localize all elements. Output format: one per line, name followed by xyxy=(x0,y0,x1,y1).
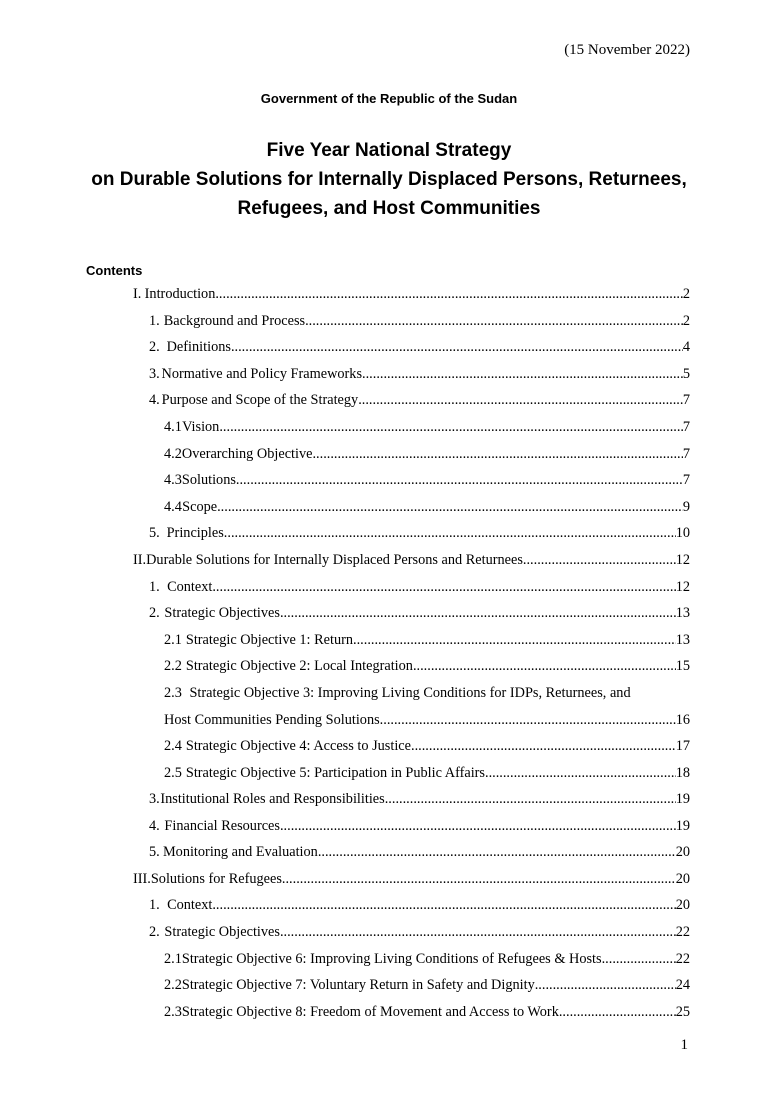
toc-entry-so5-participation[interactable] xyxy=(0,760,778,787)
toc-number: 2. xyxy=(149,339,160,356)
toc-page: 19 xyxy=(675,817,690,834)
toc-page: 7 xyxy=(682,472,690,489)
toc-leader xyxy=(280,919,676,946)
toc-number: 2.5 xyxy=(164,764,182,781)
toc-entry-scope[interactable] xyxy=(0,494,778,521)
toc-entry-so7-voluntary-return[interactable] xyxy=(0,972,778,999)
toc-title: Purpose and Scope of the Strategy xyxy=(161,392,359,409)
toc-entry-durable-solutions-idps[interactable] xyxy=(0,547,778,574)
toc-number: 2. xyxy=(149,605,160,622)
toc-number: 2.4 xyxy=(164,737,182,754)
toc-title: Strategic Objective 3: Improving Living Conditions for IDPs, Returnees, and xyxy=(189,684,631,701)
toc-number: 2. xyxy=(149,924,160,941)
title-line-2: on Durable Solutions for Internally Displaced Persons, Returnees, xyxy=(91,169,687,190)
toc-entry-principles[interactable] xyxy=(0,520,778,547)
toc-leader xyxy=(535,972,676,999)
toc-leader xyxy=(489,760,676,787)
toc-entry-strategic-objectives-idps[interactable] xyxy=(0,600,778,627)
toc-title: Solutions xyxy=(181,472,236,489)
toc-entry-introduction[interactable] xyxy=(0,281,778,308)
toc-title: Strategic Objectives xyxy=(164,605,280,622)
toc-title: Monitoring and Evaluation xyxy=(162,844,318,861)
toc-entry-so2-local-integration[interactable] xyxy=(0,653,778,680)
toc-leader xyxy=(280,600,676,627)
toc-number: III. xyxy=(133,870,151,887)
toc-title: Context xyxy=(167,578,213,595)
toc-number: 4.1 xyxy=(164,418,182,435)
toc-page: 17 xyxy=(675,737,690,754)
toc-leader xyxy=(411,733,676,760)
toc-number: 4.4 xyxy=(164,498,182,515)
toc-entry-so6-living-conditions-refugees[interactable] xyxy=(0,946,778,973)
toc-entry-so4-access-justice[interactable] xyxy=(0,733,778,760)
toc-page: 18 xyxy=(675,764,690,781)
toc-entry-context-idps[interactable] xyxy=(0,574,778,601)
toc-number: 5. xyxy=(149,844,160,861)
toc-page: 12 xyxy=(675,551,690,568)
toc-number: 4. xyxy=(149,817,160,834)
toc-title: Scope xyxy=(182,498,218,515)
toc-page: 13 xyxy=(675,631,690,648)
toc-title-continued: Host Communities Pending Solutions xyxy=(164,711,380,728)
toc-leader xyxy=(312,441,682,468)
toc-number: 2.1 xyxy=(164,631,182,648)
toc-number: I. xyxy=(133,286,142,302)
toc-page: 16 xyxy=(675,711,690,728)
toc-leader xyxy=(212,574,675,601)
toc-leader xyxy=(224,520,676,547)
toc-title: Overarching Objective xyxy=(181,445,313,462)
toc-title: Institutional Roles and Responsibilities xyxy=(160,791,385,808)
toc-number: 3. xyxy=(149,791,160,808)
toc-entry-solutions[interactable] xyxy=(0,467,778,494)
toc-entry-so3-living-conditions[interactable] xyxy=(0,680,778,733)
toc-page: 7 xyxy=(682,392,690,409)
toc-page: 7 xyxy=(682,445,690,462)
toc-page: 15 xyxy=(675,658,690,675)
toc-leader xyxy=(280,813,676,840)
toc-title: Vision xyxy=(182,418,220,435)
toc-leader xyxy=(380,707,676,734)
toc-title: Strategic Objective 2: Local Integration xyxy=(185,658,413,675)
toc-number: 2.2 xyxy=(164,977,182,994)
toc-entry-overarching-objective[interactable] xyxy=(0,441,778,468)
toc-entry-so1-return[interactable] xyxy=(0,627,778,654)
toc-leader xyxy=(305,308,683,335)
government-name: Government of the Republic of the Sudan xyxy=(260,91,518,106)
toc-page: 25 xyxy=(675,1003,690,1020)
toc-title: Strategic Objective 8: Freedom of Movement and Access to Work xyxy=(181,1003,559,1020)
toc-entry-purpose-scope[interactable] xyxy=(0,387,778,414)
toc-number: 1. xyxy=(149,312,160,329)
toc-page: 24 xyxy=(675,977,690,994)
toc-page: 20 xyxy=(675,844,690,861)
toc-entry-so8-freedom-movement[interactable] xyxy=(0,999,778,1026)
toc-leader xyxy=(231,334,683,361)
toc-title: Strategic Objective 5: Participation in Public Affairs. xyxy=(185,764,489,781)
toc-leader xyxy=(413,653,676,680)
toc-leader xyxy=(353,627,676,654)
toc-number: 1. xyxy=(149,897,160,914)
toc-entry-definitions[interactable] xyxy=(0,334,778,361)
toc-entry-monitoring-evaluation[interactable] xyxy=(0,839,778,866)
toc-page: 10 xyxy=(675,525,690,542)
toc-number: 1. xyxy=(149,578,160,595)
toc-title: Strategic Objective 6: Improving Living Conditions of Refugees & Hosts xyxy=(181,950,602,967)
toc-number: II. xyxy=(133,551,147,568)
toc-page: 12 xyxy=(675,578,690,595)
toc-page: 9 xyxy=(682,498,690,515)
page-number: 1 xyxy=(680,1037,688,1053)
toc-entry-frameworks[interactable] xyxy=(0,361,778,388)
toc-page: 13 xyxy=(675,605,690,622)
table-of-contents xyxy=(0,281,778,1025)
toc-leader xyxy=(358,387,683,414)
toc-page: 4 xyxy=(682,339,690,356)
title-line-1: Five Year National Strategy xyxy=(266,140,512,161)
toc-entry-context-refugees[interactable] xyxy=(0,892,778,919)
toc-title: Normative and Policy Frameworks xyxy=(161,365,363,382)
toc-title: Definitions xyxy=(166,339,231,356)
title-line-3: Refugees, and Host Communities xyxy=(237,198,541,219)
toc-title: Principles xyxy=(166,525,224,542)
toc-page: 22 xyxy=(675,950,690,967)
document-date: (15 November 2022) xyxy=(564,42,690,58)
toc-leader xyxy=(385,786,676,813)
toc-entry-vision[interactable] xyxy=(0,414,778,441)
toc-leader xyxy=(282,866,676,893)
toc-number: 4.3 xyxy=(164,472,182,489)
toc-number: 4.2 xyxy=(164,445,182,462)
toc-page: 5 xyxy=(682,365,690,382)
toc-entry-solutions-refugees[interactable] xyxy=(0,866,778,893)
toc-leader xyxy=(236,467,683,494)
toc-page: 20 xyxy=(675,897,690,914)
toc-title: Strategic Objective 7: Voluntary Return in Safety and Dignity xyxy=(181,977,535,994)
toc-leader xyxy=(219,414,683,441)
toc-page: 2 xyxy=(682,312,690,329)
toc-entry-financial-resources[interactable] xyxy=(0,813,778,840)
toc-number: 3. xyxy=(149,365,160,382)
toc-leader xyxy=(318,839,676,866)
toc-title: Solutions for Refugees xyxy=(150,870,282,887)
toc-page: 19 xyxy=(675,791,690,808)
toc-number: 2.1 xyxy=(164,950,182,967)
toc-leader xyxy=(523,547,676,574)
toc-leader xyxy=(215,281,682,308)
toc-leader xyxy=(362,361,683,388)
toc-page: 20 xyxy=(675,870,690,887)
toc-page: 7 xyxy=(682,418,690,435)
toc-title: Strategic Objectives xyxy=(164,924,280,941)
toc-number: 2.2 xyxy=(164,658,182,675)
toc-entry-background[interactable] xyxy=(0,308,778,335)
toc-entry-institutional-roles[interactable] xyxy=(0,786,778,813)
toc-title: Introduction xyxy=(144,286,216,302)
toc-title: Durable Solutions for Internally Displaced Persons and Returnees xyxy=(146,551,523,568)
toc-leader xyxy=(602,946,676,973)
toc-title: Strategic Objective 4: Access to Justice xyxy=(185,737,411,754)
toc-title: Strategic Objective 1: Return xyxy=(185,631,354,648)
toc-page: 2 xyxy=(682,286,690,302)
toc-leader xyxy=(559,999,676,1026)
contents-heading: Contents xyxy=(86,263,143,278)
toc-title: Context xyxy=(167,897,213,914)
document-title xyxy=(60,136,718,223)
toc-title: Background and Process xyxy=(163,312,306,329)
toc-entry-strategic-objectives-refugees[interactable] xyxy=(0,919,778,946)
toc-number: 5. xyxy=(149,525,160,542)
toc-number: 2.3 xyxy=(164,1003,182,1020)
toc-page: 22 xyxy=(675,924,690,941)
toc-number: 4. xyxy=(149,392,160,409)
toc-title: Financial Resources xyxy=(164,817,280,834)
toc-leader xyxy=(212,892,675,919)
toc-number: 2.3 xyxy=(164,684,182,701)
toc-leader xyxy=(217,494,683,521)
